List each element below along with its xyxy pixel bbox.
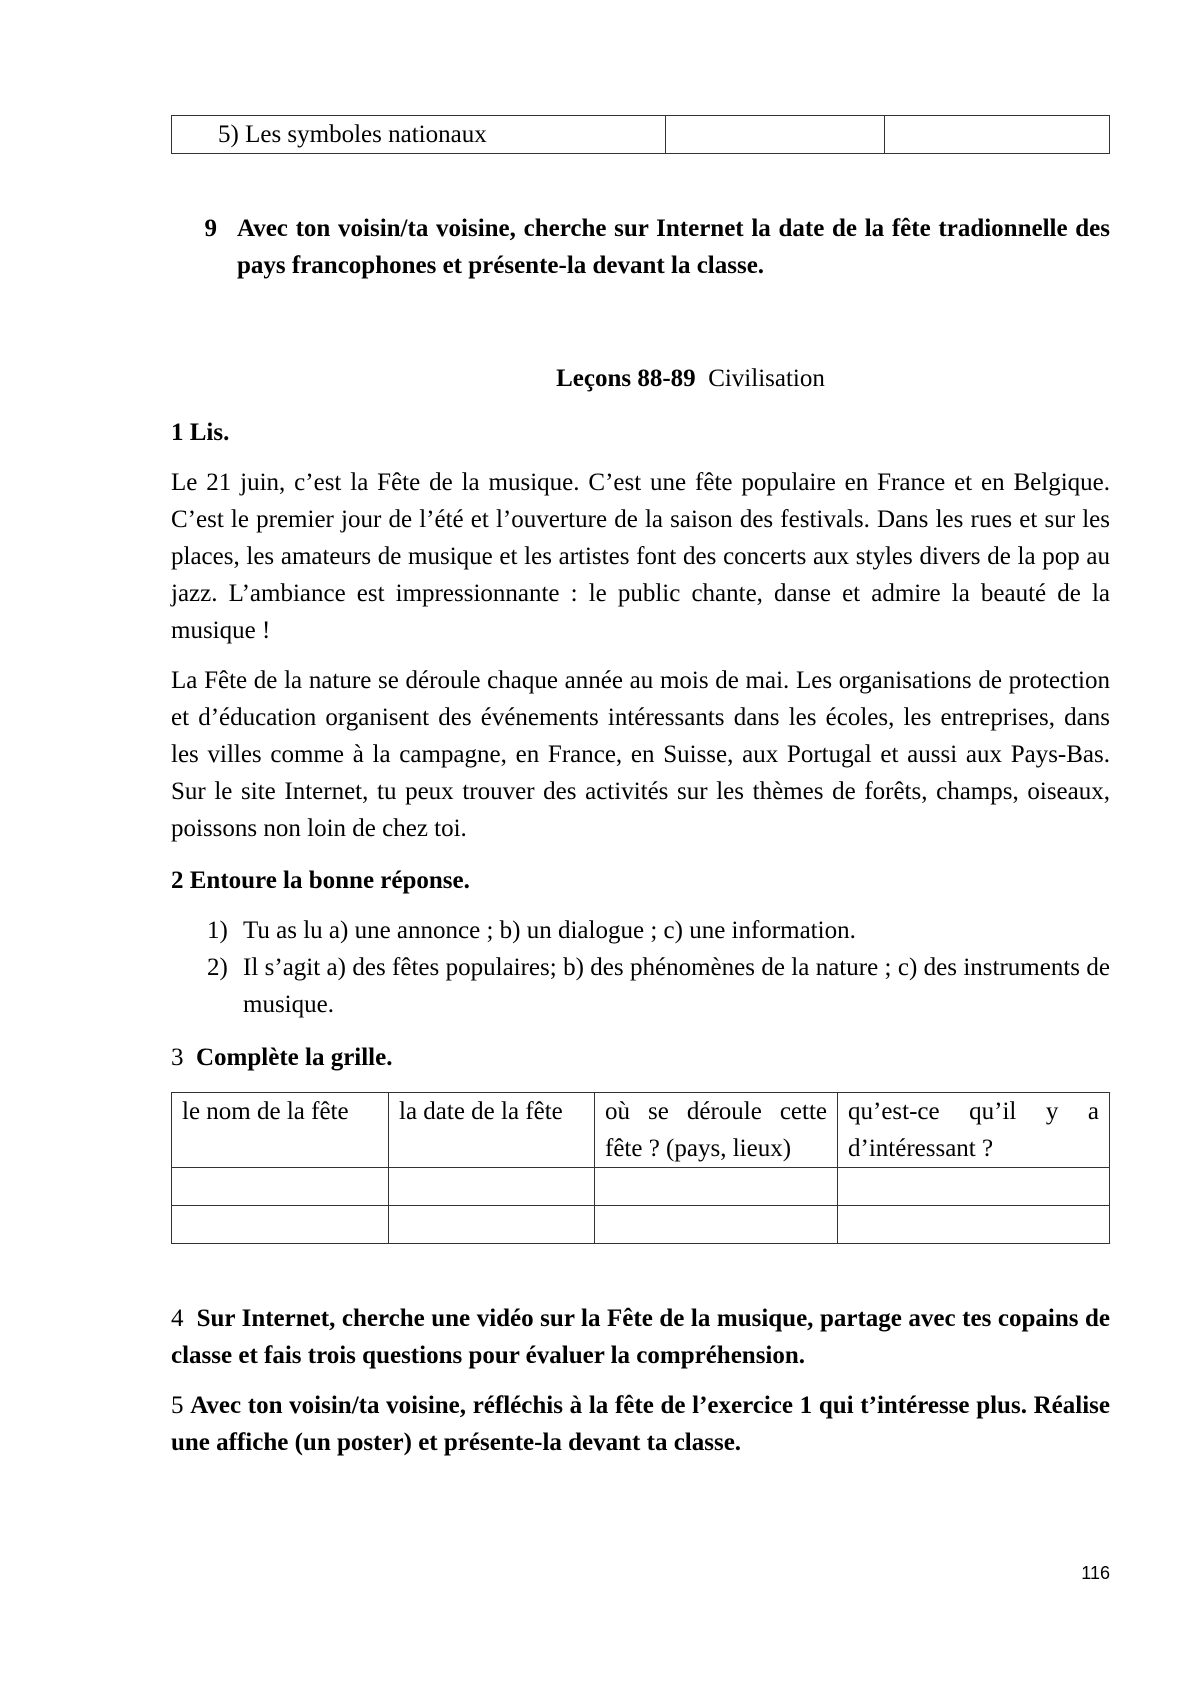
page-content [171, 115, 1110, 1461]
column-header-name: le nom de la fête [172, 1093, 389, 1168]
exercise-number: 9 [204, 215, 217, 242]
exercise-number: 4 [171, 1305, 184, 1332]
exercise-3-heading [171, 1039, 1110, 1076]
exercise-4-text: Sur Internet, cherche une vidéo sur la Fête de la musique, partage avec tes copains de classe et fais trois questions pour évaluer la compréhension. [171, 1305, 1110, 1369]
list-item-number: 1) [207, 917, 228, 944]
list-item-text: Tu as lu a) une annonce ; b) un dialogue ; c) une information. [243, 917, 856, 944]
table-cell-empty[interactable] [838, 1206, 1110, 1244]
table-row [172, 116, 1110, 154]
table-row [172, 1206, 1110, 1244]
table-cell-empty[interactable] [172, 1168, 389, 1206]
exercise-2-heading: 2 Entoure la bonne réponse. [171, 867, 470, 894]
table-cell-label: 5) Les symboles nationaux [172, 116, 666, 154]
list-item [207, 912, 1110, 949]
table-cell-empty[interactable] [172, 1206, 389, 1244]
list-item-number: 2) [207, 954, 228, 981]
table-cell-empty[interactable] [389, 1206, 595, 1244]
exercise-9 [171, 210, 1110, 284]
exercise-5 [171, 1387, 1110, 1461]
table-cell-empty[interactable] [885, 116, 1110, 154]
exercise-text: Avec ton voisin/ta voisine, cherche sur Internet la date de la fête tradionnelle des pays francophones et présente-la devant la classe. [237, 215, 1110, 279]
table-cell-empty[interactable] [838, 1168, 1110, 1206]
exercise-2-list [171, 912, 1110, 1023]
list-item-text: Il s’agit a) des fêtes populaires; b) des phénomènes de la nature ; c) des instruments de musique. [243, 954, 1110, 1018]
table-header-row [172, 1093, 1110, 1168]
paragraph-music: Le 21 juin, c’est la Fête de la musique. C’est une fête populaire en France et en Belgique. C’est le premier jour de l’été et l’ouverture de la saison des festivals. Dans les rues et sur les places, les amateurs de musique et les artistes font des concerts aux styles divers de la pop au jazz. L’ambiance est impressionnante : le public chante, danse et admire la beauté de la musique ! [171, 469, 1110, 644]
table-cell-empty[interactable] [595, 1168, 838, 1206]
exercise-number: 3 [171, 1044, 184, 1071]
table-cell-empty[interactable] [595, 1206, 838, 1244]
lesson-title-bold: Leçons 88-89 [556, 365, 696, 392]
lesson-title [271, 360, 1110, 397]
exercise-3-title: Complète la grille. [196, 1044, 393, 1071]
column-header-date: la date de la fête [389, 1093, 595, 1168]
festival-grid [171, 1092, 1110, 1244]
exercise-4 [171, 1300, 1110, 1374]
column-header-place: où se déroule cette fête ? (pays, lieux) [595, 1093, 838, 1168]
exercise-5-text: Avec ton voisin/ta voisine, réfléchis à la fête de l’exercice 1 qui t’intéresse plus. Réalise une affiche (un poster) et présente-la devant ta classe. [171, 1392, 1110, 1456]
paragraph-nature: La Fête de la nature se déroule chaque année au mois de mai. Les organisations de protection et d’éducation organisent des événements intéressants dans les écoles, les entreprises, dans les villes comme à la campagne, en France, en Suisse, aux Portugal et aussi aux Pays-Bas. Sur le site Internet, tu peux trouver des activités sur les thèmes de forêts, champs, oiseaux, poissons non loin de chez toi. [171, 667, 1110, 842]
lesson-title-regular: Civilisation [708, 365, 825, 392]
table-cell-empty[interactable] [666, 116, 885, 154]
column-header-interest: qu’est-ce qu’il y a d’intéressant ? [838, 1093, 1110, 1168]
symbols-table [171, 115, 1110, 154]
page-number: 116 [1081, 1563, 1110, 1583]
exercise-number: 5 [171, 1392, 184, 1419]
table-row [172, 1168, 1110, 1206]
list-item [207, 949, 1110, 1023]
table-cell-empty[interactable] [389, 1168, 595, 1206]
exercise-1-heading: 1 Lis. [171, 419, 230, 446]
